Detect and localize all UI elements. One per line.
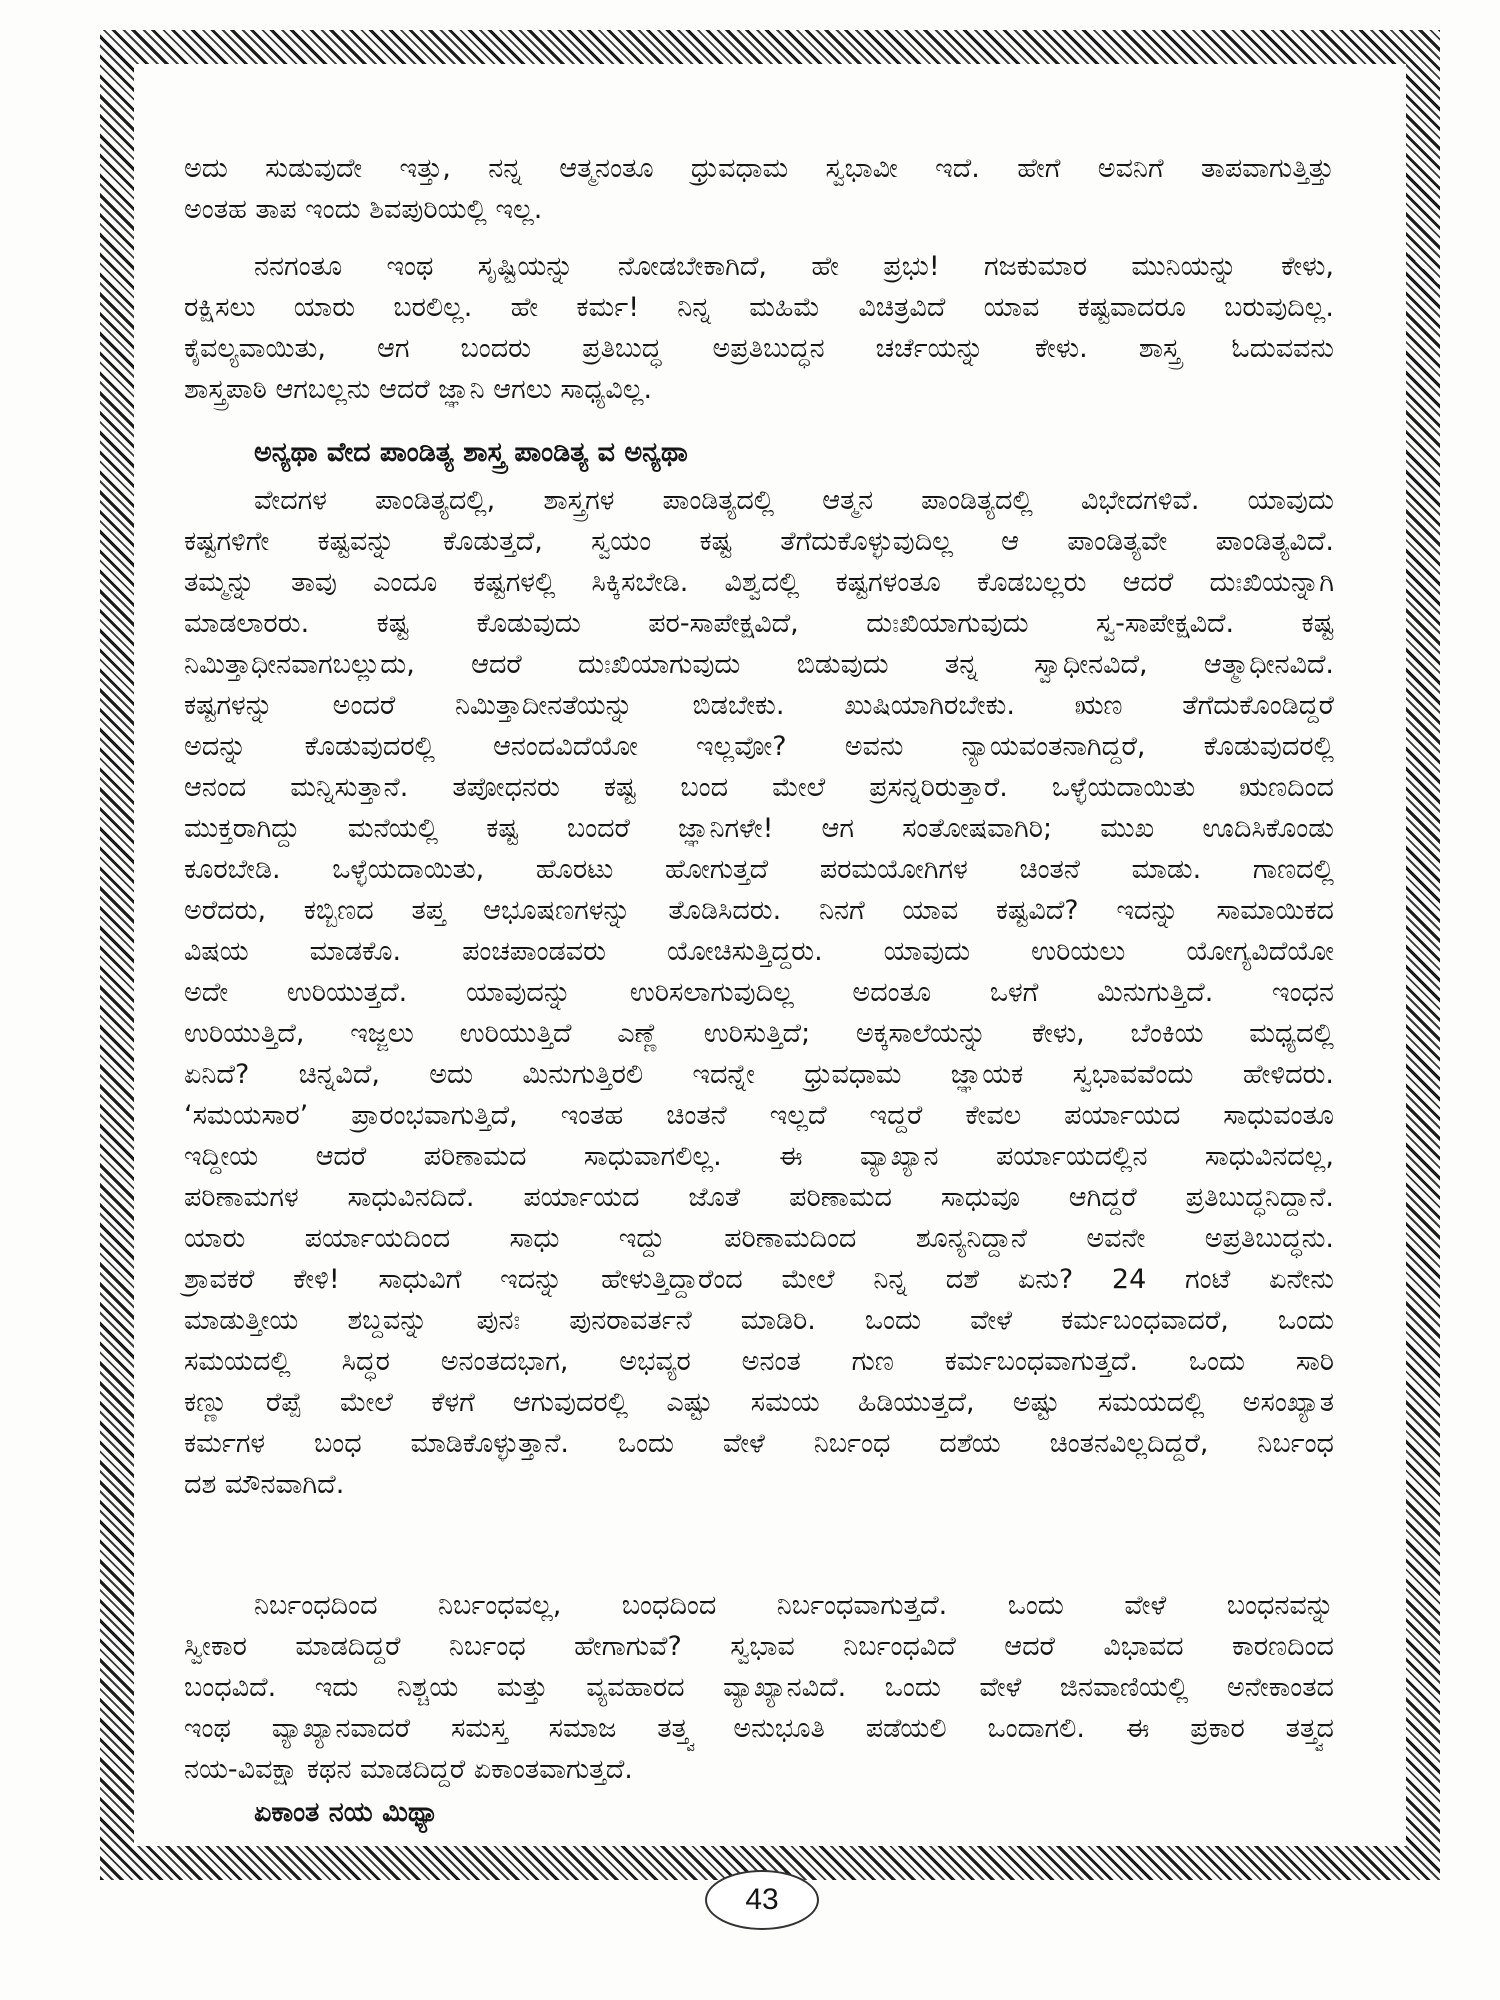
text-line: ಇಂಥ ವ್ಯಾಖ್ಯಾನವಾದರೆ ಸಮಸ್ತ ಸಮಾಜ ತತ್ತ್ವ ಅನುಭೂತಿ ಪಡೆಯಲಿ ಒಂದಾಗಲಿ. ಈ ಪ್ರಕಾರ ತತ್ತ್ವದ — [184, 1713, 1334, 1744]
text-line: ಸಮಯದಲ್ಲಿ ಸಿದ್ಧರ ಅನಂತದಭಾಗ, ಅಭವ್ಯರ ಅನಂತ ಗುಣ ಕರ್ಮಬಂಧವಾಗುತ್ತದೆ. ಒಂದು ಸಾರಿ — [184, 1346, 1334, 1377]
text-line: ಅದು ಸುಡುವುದೇ ಇತ್ತು, ನನ್ನ ಆತ್ಮನಂತೂ ಧ್ರುವಧಾಮ ಸ್ವಭಾವೀ ಇದೆ. ಹೇಗೆ ಅವನಿಗೆ ತಾಪವಾಗುತ್ತಿತ್ತು — [184, 153, 1334, 184]
text-line: ಅರೆದರು, ಕಬ್ಬಿಣದ ತಪ್ತ ಆಭೂಷಣಗಳನ್ನು ತೊಡಿಸಿದರು. ನಿನಗೆ ಯಾವ ಕಷ್ಟವಿದೆ? ಇದನ್ನು ಸಾಮಾಯಿಕದ — [184, 895, 1334, 926]
text-line: ಕಷ್ಟಗಳನ್ನು ಅಂದರೆ ನಿಮಿತ್ತಾದೀನತೆಯನ್ನು ಬಿಡಬೇಕು. ಖುಷಿಯಾಗಿರಬೇಕು. ಋಣ ತೆಗೆದುಕೊಂಡಿದ್ದರೆ — [184, 690, 1334, 721]
text-line: ಅಂತಹ ತಾಪ ಇಂದು ಶಿವಪುರಿಯಲ್ಲಿ ಇಲ್ಲ. — [184, 194, 543, 225]
text-line: ಮಾಡುತ್ತೀಯ ಶಬ್ದವನ್ನು ಪುನಃ ಪುನರಾವರ್ತನೆ ಮಾಡಿರಿ. ಒಂದು ವೇಳೆ ಕರ್ಮಬಂಧವಾದರೆ, ಒಂದು — [184, 1305, 1334, 1336]
heading-text: ಅನ್ಯಥಾ ವೇದ ಪಾಂಡಿತ್ಯ ಶಾಸ್ತ್ರ ಪಾಂಡಿತ್ಯ ವ ಅನ್ಯಥಾ — [254, 437, 688, 468]
heading-text: ಏಕಾಂತ ನಯ ಮಿಥ್ಯಾ — [254, 1797, 439, 1828]
text-line: ದಶ ಮೌನವಾಗಿದೆ. — [184, 1469, 345, 1500]
text-line: ಅದೇ ಉರಿಯುತ್ತದೆ. ಯಾವುದನ್ನು ಉರಿಸಲಾಗುವುದಿಲ್ಲ ಅದಂತೂ ಒಳಗೆ ಮಿನುಗುತ್ತಿದೆ. ಇಂಧನ — [184, 977, 1334, 1008]
text-line: ಮಾಡಲಾರರು. ಕಷ್ಟ ಕೊಡುವುದು ಪರ-ಸಾಪೇಕ್ಷವಿದೆ, ದುಃಖಿಯಾಗುವುದು ಸ್ವ-ಸಾಪೇಕ್ಷವಿದೆ. ಕಷ್ಟ — [184, 608, 1334, 639]
text-line: ಆನಂದ ಮನ್ನಿಸುತ್ತಾನೆ. ತಪೋಧನರು ಕಷ್ಟ ಬಂದ ಮೇಲೆ ಪ್ರಸನ್ನರಿರುತ್ತಾರೆ. ಒಳ್ಳೆಯದಾಯಿತು ಋಣದಿಂದ — [184, 772, 1334, 803]
text-line: ವೇದಗಳ ಪಾಂಡಿತ್ಯದಲ್ಲಿ, ಶಾಸ್ತ್ರಗಳ ಪಾಂಡಿತ್ಯದಲ್ಲಿ ಆತ್ಮನ ಪಾಂಡಿತ್ಯದಲ್ಲಿ ವಿಭೇದಗಳಿವೆ. ಯಾವುದು — [254, 485, 1334, 516]
text-line: ಯಾರು ಪರ್ಯಾಯದಿಂದ ಸಾಧು ಇದ್ದು ಪರಿಣಾಮದಿಂದ ಶೂನ್ಯನಿದ್ದಾನೆ ಅವನೇ ಅಪ್ರತಿಬುದ್ಧನು. — [184, 1223, 1334, 1254]
text-line: ಪರಿಣಾಮಗಳ ಸಾಧುವಿನದಿದೆ. ಪರ್ಯಾಯದ ಜೊತೆ ಪರಿಣಾಮದ ಸಾಧುವೂ ಆಗಿದ್ದರೆ ಪ್ರತಿಬುದ್ಧನಿದ್ದಾನೆ. — [184, 1182, 1334, 1213]
text-line: ಮುಕ್ತರಾಗಿದ್ದು ಮನೆಯಲ್ಲಿ ಕಷ್ಟ ಬಂದರೆ ಜ್ಞಾನಿಗಳೇ! ಆಗ ಸಂತೋಷವಾಗಿರಿ; ಮುಖ ಊದಿಸಿಕೊಂಡು — [184, 813, 1334, 844]
text-line: ಏನಿದೆ? ಚಿನ್ನವಿದೆ, ಅದು ಮಿನುಗುತ್ತಿರಲಿ ಇದನ್ನೇ ಧ್ರುವಧಾಮ ಜ್ಞಾಯಕ ಸ್ವಭಾವವೆಂದು ಹೇಳಿದರು. — [184, 1059, 1334, 1090]
text-line: ನನಗಂತೂ ಇಂಥ ಸೃಷ್ಟಿಯನ್ನು ನೋಡಬೇಕಾಗಿದೆ, ಹೇ ಪ್ರಭು! ಗಜಕುಮಾರ ಮುನಿಯನ್ನು ಕೇಳು, — [254, 251, 1334, 282]
text-line: ನಯ-ವಿವಕ್ಷಾ ಕಥನ ಮಾಡದಿದ್ದರೆ ಏಕಾಂತವಾಗುತ್ತದೆ. — [184, 1754, 633, 1785]
text-line: ಬಂಧವಿದೆ. ಇದು ನಿಶ್ಚಯ ಮತ್ತು ವ್ಯವಹಾರದ ವ್ಯಾಖ್ಯಾನವಿದೆ. ಒಂದು ವೇಳೆ ಜಿನವಾಣಿಯಲ್ಲಿ ಅನೇಕಾಂತದ — [184, 1672, 1334, 1703]
text-line: ರಕ್ಷಿಸಲು ಯಾರು ಬರಲಿಲ್ಲ. ಹೇ ಕರ್ಮ! ನಿನ್ನ ಮಹಿಮೆ ವಿಚಿತ್ರವಿದೆ ಯಾವ ಕಷ್ಟವಾದರೂ ಬರುವುದಿಲ್ಲ. — [184, 292, 1334, 323]
text-line: ‘ಸಮಯಸಾರ’ ಪ್ರಾರಂಭವಾಗುತ್ತಿದೆ, ಇಂತಹ ಚಿಂತನೆ ಇಲ್ಲದೆ ಇದ್ದರೆ ಕೇವಲ ಪರ್ಯಾಯದ ಸಾಧುವಂತೂ — [184, 1100, 1334, 1131]
text-line: ಕರ್ಮಗಳ ಬಂಧ ಮಾಡಿಕೊಳ್ಳುತ್ತಾನೆ. ಒಂದು ವೇಳೆ ನಿರ್ಬಂಧ ದಶೆಯ ಚಿಂತನವಿಲ್ಲದಿದ್ದರೆ, ನಿರ್ಬಂಧ — [184, 1428, 1334, 1459]
paragraph-4 — [184, 1585, 1334, 1790]
text-line: ನಿರ್ಬಂಧದಿಂದ ನಿರ್ಬಂಧವಲ್ಲ, ಬಂಧದಿಂದ ನಿರ್ಬಂಧವಾಗುತ್ತದೆ. ಒಂದು ವೇಳೆ ಬಂಧನವನ್ನು — [254, 1590, 1334, 1621]
text-line: ನಿಮಿತ್ತಾಧೀನವಾಗಬಲ್ಲುದು, ಆದರೆ ದುಃಖಿಯಾಗುವುದು ಬಿಡುವುದು ತನ್ನ ಸ್ವಾಧೀನವಿದೆ, ಆತ್ಮಾಧೀನವಿದೆ. — [184, 649, 1334, 680]
paragraph-3 — [184, 480, 1334, 1505]
section-heading-1 — [184, 432, 1334, 473]
paragraph-1 — [184, 148, 1334, 230]
text-line: ಕೈವಲ್ಯವಾಯಿತು, ಆಗ ಬಂದರು ಪ್ರತಿಬುದ್ಧ ಅಪ್ರತಿಬುದ್ಧನ ಚರ್ಚೆಯನ್ನು ಕೇಳು. ಶಾಸ್ತ್ರ ಓದುವವನು — [184, 333, 1334, 364]
paragraph-2 — [184, 246, 1334, 410]
section-heading-2 — [184, 1792, 1334, 1833]
text-line: ಕಣ್ಣು ರೆಪ್ಪೆ ಮೇಲೆ ಕೆಳಗೆ ಆಗುವುದರಲ್ಲಿ ಎಷ್ಟು ಸಮಯ ಹಿಡಿಯುತ್ತದೆ, ಅಷ್ಟು ಸಮಯದಲ್ಲಿ ಅಸಂಖ್ಯಾತ — [184, 1387, 1334, 1418]
text-line: ಉರಿಯುತ್ತಿದೆ, ಇಜ್ಜಲು ಉರಿಯುತ್ತಿದೆ ಎಣ್ಣೆ ಉರಿಸುತ್ತಿದೆ; ಅಕ್ಕಸಾಲೆಯನ್ನು ಕೇಳು, ಬೆಂಕಿಯ ಮಧ್ಯದಲ್ಲಿ — [184, 1018, 1334, 1049]
text-line: ಶಾಸ್ತ್ರಪಾಠಿ ಆಗಬಲ್ಲನು ಆದರೆ ಜ್ಞಾನಿ ಆಗಲು ಸಾಧ್ಯವಿಲ್ಲ. — [184, 374, 653, 405]
text-line: ಕಷ್ಟಗಳಿಗೇ ಕಷ್ಟವನ್ನು ಕೊಡುತ್ತದೆ, ಸ್ವಯಂ ಕಷ್ಟ ತೆಗೆದುಕೊಳ್ಳುವುದಿಲ್ಲ ಆ ಪಾಂಡಿತ್ಯವೇ ಪಾಂಡಿತ್ಯವಿದೆ. — [184, 526, 1334, 557]
text-line: ಇದ್ದೀಯ ಆದರೆ ಪರಿಣಾಮದ ಸಾಧುವಾಗಲಿಲ್ಲ. ಈ ವ್ಯಾಖ್ಯಾನ ಪರ್ಯಾಯದಲ್ಲಿನ ಸಾಧುವಿನದಲ್ಲ, — [184, 1141, 1334, 1172]
text-line: ಅದನ್ನು ಕೊಡುವುದರಲ್ಲಿ ಆನಂದವಿದೆಯೋ ಇಲ್ಲವೋ? ಅವನು ನ್ಯಾಯವಂತನಾಗಿದ್ದರೆ, ಕೊಡುವುದರಲ್ಲಿ — [184, 731, 1334, 762]
text-line: ವಿಷಯ ಮಾಡಕೊ. ಪಂಚಪಾಂಡವರು ಯೋಚಿಸುತ್ತಿದ್ದರು. ಯಾವುದು ಉರಿಯಲು ಯೋಗ್ಯವಿದೆಯೋ — [184, 936, 1334, 967]
text-line: ತಮ್ಮನ್ನು ತಾವು ಎಂದೂ ಕಷ್ಟಗಳಲ್ಲಿ ಸಿಕ್ಕಿಸಬೇಡಿ. ವಿಶ್ವದಲ್ಲಿ ಕಷ್ಟಗಳಂತೂ ಕೊಡಬಲ್ಲರು ಆದರೆ ದುಃಖಿಯನ್ನಾಗಿ — [184, 567, 1334, 598]
text-line: ಶ್ರಾವಕರೆ ಕೇಳಿ! ಸಾಧುವಿಗೆ ಇದನ್ನು ಹೇಳುತ್ತಿದ್ದಾರೆಂದ ಮೇಲೆ ನಿನ್ನ ದಶೆ ಏನು? 24 ಗಂಟೆ ಏನೇನು — [184, 1264, 1334, 1295]
text-line: ಸ್ವೀಕಾರ ಮಾಡದಿದ್ದರೆ ನಿರ್ಬಂಧ ಹೇಗಾಗುವೆ? ಸ್ವಭಾವ ನಿರ್ಬಂಧವಿದೆ ಆದರೆ ವಿಭಾವದ ಕಾರಣದಿಂದ — [184, 1631, 1334, 1662]
text-line: ಕೂರಬೇಡಿ. ಒಳ್ಳೆಯದಾಯಿತು, ಹೊರಟು ಹೋಗುತ್ತದೆ ಪರಮಯೋಗಿಗಳ ಚಿಂತನೆ ಮಾಡು. ಗಾಣದಲ್ಲಿ — [184, 854, 1334, 885]
page-number: 43 — [705, 1870, 819, 1930]
